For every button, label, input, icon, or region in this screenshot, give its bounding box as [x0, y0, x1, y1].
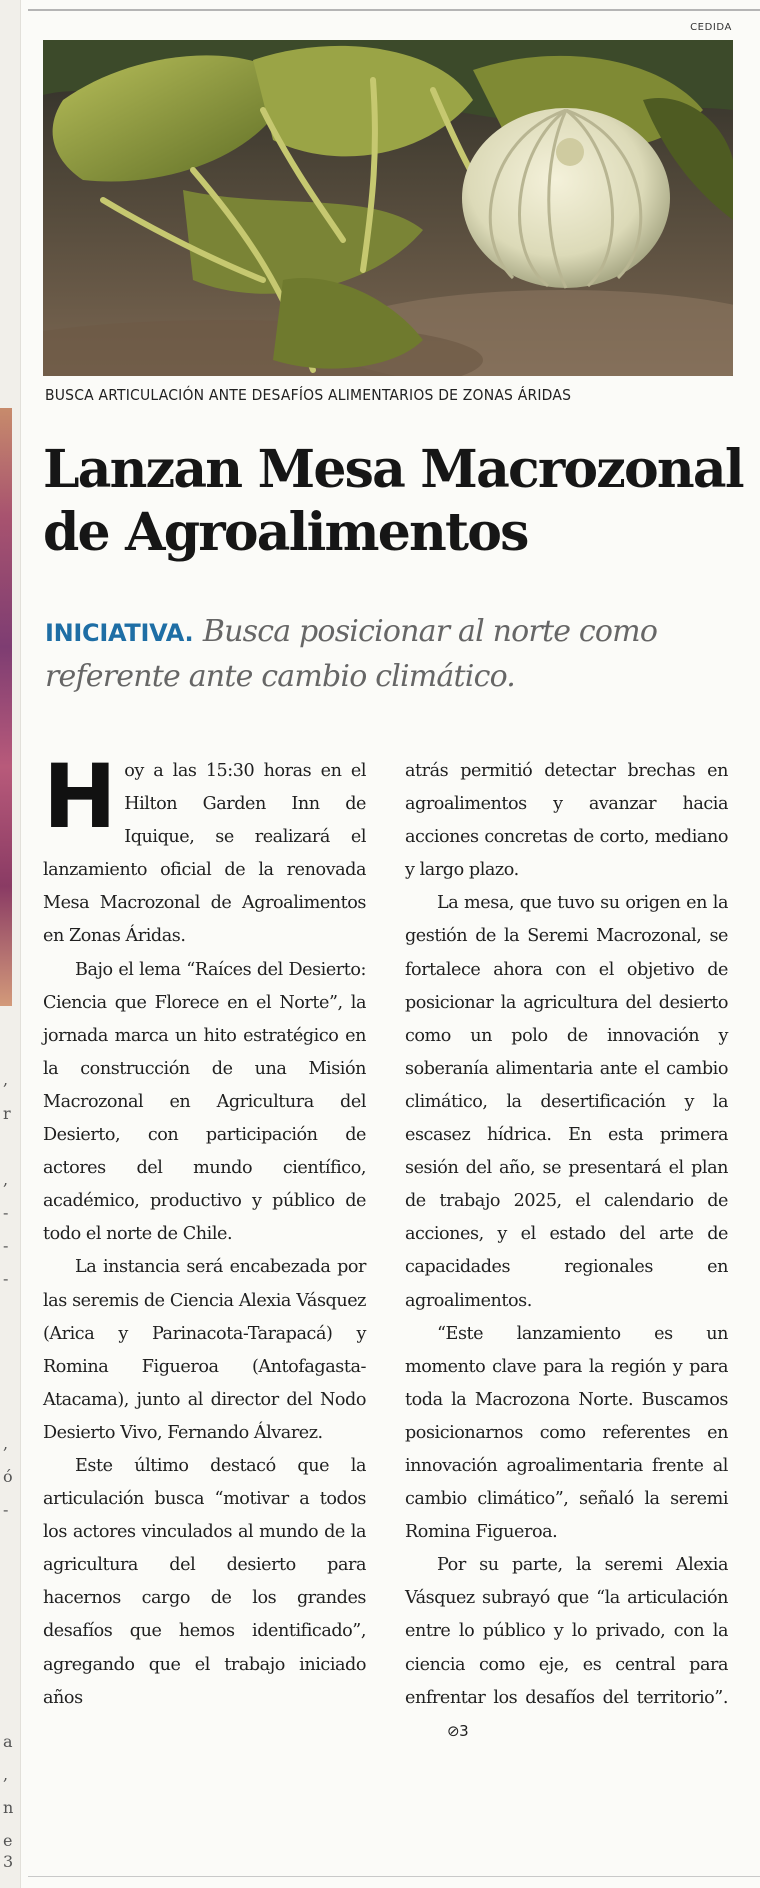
- photo-caption: BUSCA ARTICULACIÓN ANTE DESAFÍOS ALIMENTARIOS DE ZONAS ÁRIDAS: [45, 386, 572, 404]
- article-photo: [43, 40, 733, 376]
- body-column-left: [43, 745, 366, 1715]
- top-rule: [28, 9, 760, 11]
- margin-fragment: n: [3, 1798, 14, 1817]
- margin-fragment: -: [3, 1203, 9, 1222]
- margin-fragment: ,: [3, 1170, 9, 1189]
- kicker: [45, 610, 745, 699]
- margin-fragment: -: [3, 1500, 9, 1519]
- margin-fragment: -: [3, 1236, 9, 1255]
- margin-fragment: ,: [3, 1434, 9, 1453]
- body-column-right: [405, 755, 728, 1748]
- margin-fragment: -: [3, 1269, 9, 1288]
- body-paragraph: Bajo el lema “Raíces del Desierto: Ciencia que Florece en el Norte”, la jornada marca un hito estratégico en la construcción de una Misión Macrozonal en Agricultura del Desierto, con participación de actores del mundo científico, académico, productivo y público de todo el norte de Chile.: [43, 959, 366, 1245]
- kicker-subtitle: Busca posicionar al norte como referente ante cambio climático.: [45, 614, 658, 694]
- margin-fragment: r: [3, 1104, 11, 1123]
- body-paragraph: La instancia será encabezada por las seremis de Ciencia Alexia Vásquez (Arica y Parinacota-Tarapacá) y Romina Figueroa (Antofagasta-Atacama), junto al director del Nodo Desierto Vivo, Fernando Álvarez.: [43, 1257, 366, 1443]
- headline: Lanzan Mesa Macrozonal de Agroalimentos: [43, 439, 743, 563]
- paragraph-text: Por su parte, la seremi Alexia Vásquez subrayó que “la articulación entre lo público y lo privado, con la ciencia como eje, es central para enfrentar los desafíos del territorio”.: [405, 1555, 728, 1708]
- body-paragraph: [405, 1549, 728, 1748]
- bottom-rule: [28, 1876, 760, 1877]
- kicker-label: INICIATIVA.: [45, 619, 194, 647]
- body-paragraph: Este último destacó que la articulación busca “motivar a todos los actores vinculados al mundo de la agricultura del desierto para hacernos cargo de los grandes desafíos que hemos identificado”, agregando que el trabajo iniciado años: [43, 1455, 366, 1708]
- adjacent-photo-fragment: [0, 408, 12, 1006]
- margin-fragment: 3: [3, 1852, 14, 1871]
- end-mark-icon: ⊘3: [447, 1721, 469, 1740]
- body-paragraph: La mesa, que tuvo su origen en la gestión de la Seremi Macrozonal, se fortalece ahora con el objetivo de posicionar la agricultura del desierto como un polo de innovación y soberanía alimentaria ante el cambio climático, la desertificación y la escasez hídrica. En esta primera sesión del año, se presentará el plan de trabajo 2025, el calendario de acciones, y el estado del arte de capacidades regionales en agroalimentos.: [405, 893, 728, 1311]
- margin-fragment: ,: [3, 1070, 9, 1089]
- photo-credit: CEDIDA: [690, 22, 732, 33]
- adjacent-article-edge: [0, 0, 21, 1888]
- body-paragraph: “Este lanzamiento es un momento clave para la región y para toda la Macrozona Norte. Buscamos posicionarnos como referentes en innovación agroalimentaria frente al cambio climático”, señaló la seremi Romina Figueroa.: [405, 1323, 728, 1543]
- margin-fragment: e: [3, 1831, 13, 1850]
- dropcap: H: [43, 745, 117, 848]
- margin-fragment: ,: [3, 1765, 9, 1784]
- margin-fragment: a: [3, 1732, 13, 1751]
- paragraph-text: oy a las 15:30 horas en el Hilton Garden Inn de Iquique, se realizará el lanzamiento oficial de la renovada Mesa Macrozonal de Agroalimentos en Zonas Áridas.: [43, 761, 366, 947]
- margin-fragment: ó: [3, 1467, 13, 1486]
- body-paragraph: [43, 745, 366, 954]
- body-paragraph: atrás permitió detectar brechas en agroalimentos y avanzar hacia acciones concretas de corto, mediano y largo plazo.: [405, 761, 728, 881]
